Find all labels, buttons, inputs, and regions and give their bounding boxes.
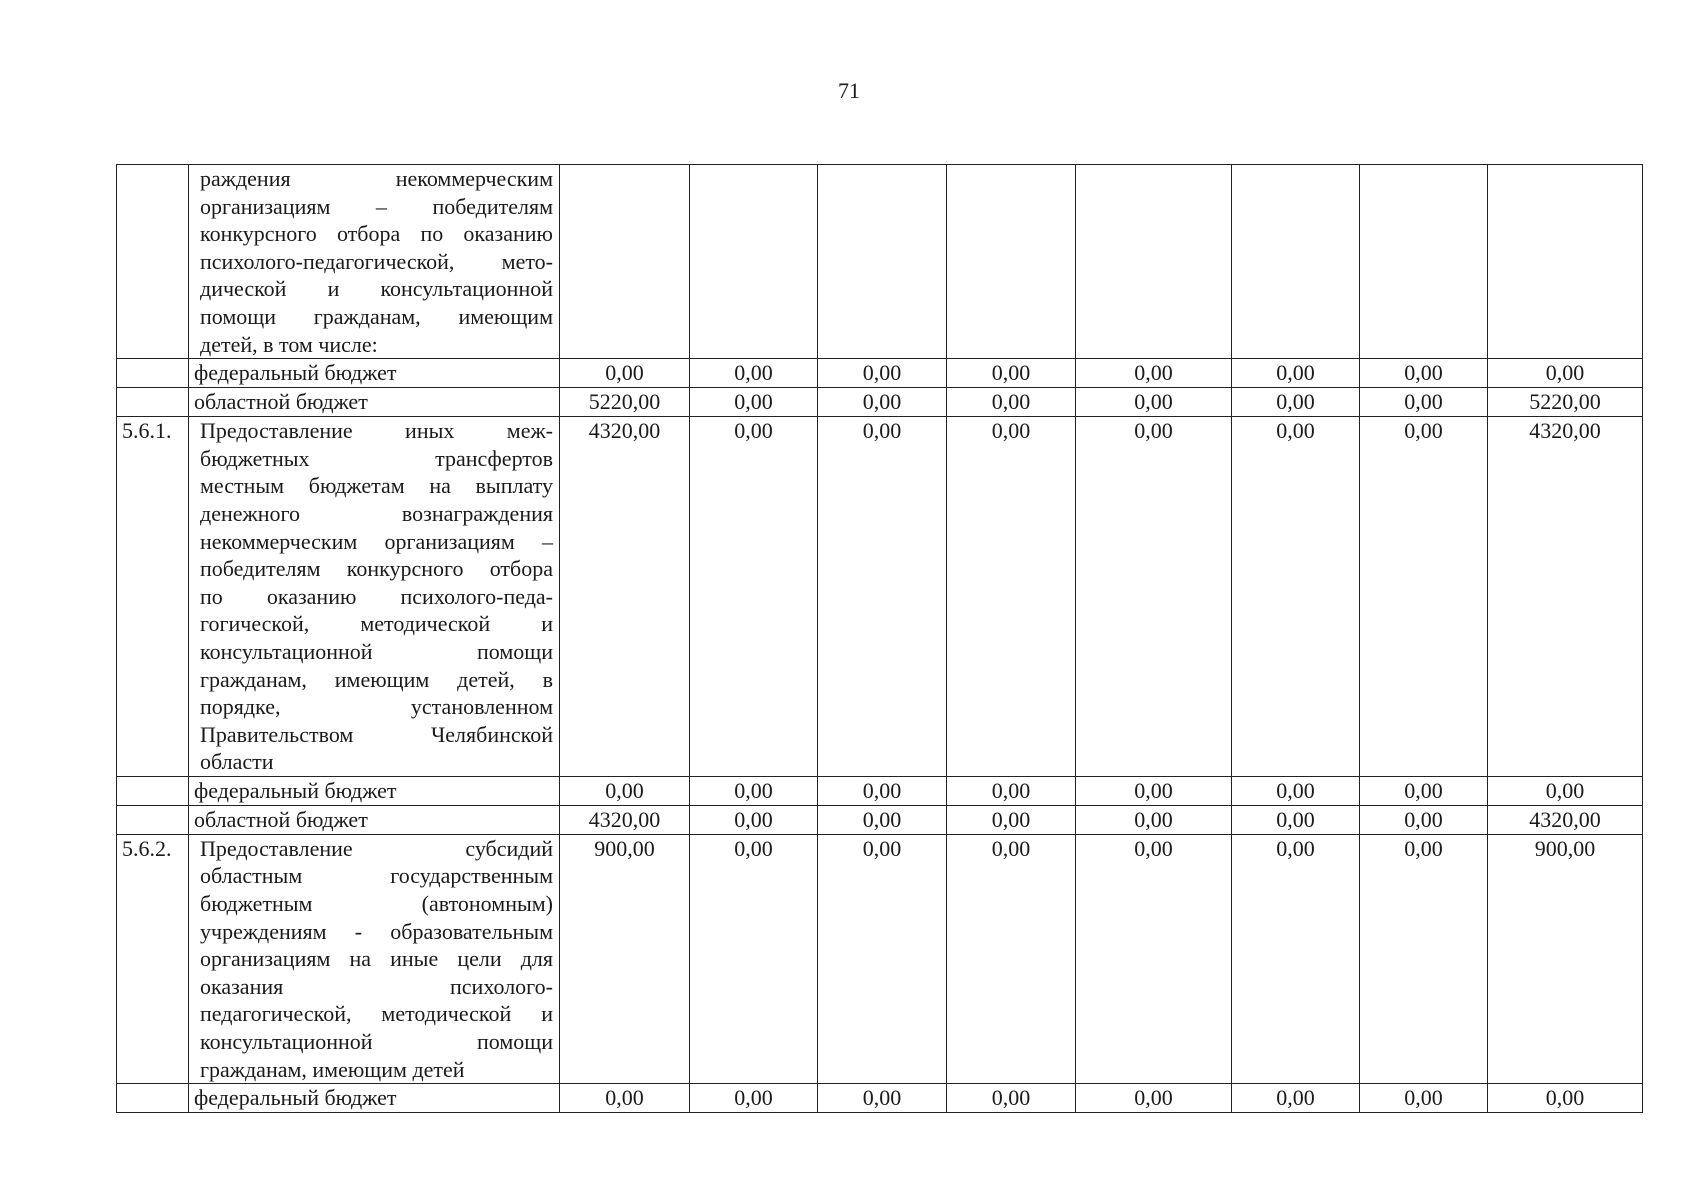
description-line: бюджетным (автономным) — [200, 891, 553, 917]
value-cell: 0,00 — [1360, 417, 1488, 777]
table-row-budget-line — [117, 359, 1643, 388]
value-cell: 0,00 — [1232, 776, 1360, 805]
value-cell: 0,00 — [947, 417, 1076, 777]
value-cell — [1488, 165, 1643, 359]
description-line: областным государственным — [200, 863, 553, 889]
table-row-item — [117, 417, 1643, 777]
description-line: гогической, методической и — [200, 611, 553, 637]
value-cell: 0,00 — [690, 388, 818, 417]
value-cell: 0,00 — [818, 805, 947, 834]
item-number-cell — [117, 388, 189, 417]
value-cell — [1232, 165, 1360, 359]
value-cell: 0,00 — [1360, 776, 1488, 805]
description-line: раждения некоммерческим — [200, 166, 553, 191]
value-cell: 900,00 — [1488, 834, 1643, 1083]
value-cell: 0,00 — [947, 776, 1076, 805]
description-line: помощи гражданам, имеющим — [200, 303, 553, 329]
value-cell: 0,00 — [1076, 834, 1232, 1083]
description-line: Правительством Челябинской — [200, 721, 553, 747]
value-cell: 0,00 — [947, 834, 1076, 1083]
value-cell: 0,00 — [1488, 359, 1643, 388]
value-cell: 0,00 — [1076, 805, 1232, 834]
value-cell — [1076, 165, 1232, 359]
description-line: консультационной помощи — [200, 638, 553, 664]
page-number: 71 — [838, 78, 860, 103]
value-cell: 0,00 — [1076, 417, 1232, 777]
description-line: конкурсного отбора по оказанию — [200, 221, 553, 247]
table-row-item — [117, 834, 1643, 1083]
item-number-cell: 5.6.2. — [117, 834, 189, 1083]
item-number-cell: 5.6.1. — [117, 417, 189, 777]
value-cell: 5220,00 — [1488, 388, 1643, 417]
value-cell: 0,00 — [1232, 388, 1360, 417]
item-description-cell — [189, 165, 560, 359]
description-line: организациям – победителям — [200, 193, 553, 219]
value-cell: 0,00 — [1076, 388, 1232, 417]
budget-source-label: федеральный бюджет — [189, 776, 560, 805]
value-cell — [947, 165, 1076, 359]
value-cell: 4320,00 — [560, 805, 690, 834]
description-line: порядке, установленном — [200, 694, 553, 720]
item-number-cell — [117, 776, 189, 805]
value-cell: 0,00 — [1360, 388, 1488, 417]
value-cell: 0,00 — [1488, 1084, 1643, 1113]
value-cell: 5220,00 — [560, 388, 690, 417]
table-row-budget-line — [117, 1084, 1643, 1113]
value-cell — [818, 165, 947, 359]
value-cell: 0,00 — [690, 359, 818, 388]
table-row-budget-line — [117, 388, 1643, 417]
value-cell: 0,00 — [560, 359, 690, 388]
value-cell: 0,00 — [818, 834, 947, 1083]
description-line: по оказанию психолого-педа- — [200, 583, 553, 609]
description-line: денежного вознаграждения — [200, 500, 553, 526]
table-body — [117, 165, 1643, 1113]
item-number-cell — [117, 1084, 189, 1113]
value-cell — [560, 165, 690, 359]
description-line: организациям на иные цели для — [200, 946, 553, 972]
value-cell: 0,00 — [1488, 776, 1643, 805]
description-line: гражданам, имеющим детей — [200, 1056, 465, 1082]
item-description-cell — [189, 417, 560, 777]
value-cell: 0,00 — [690, 834, 818, 1083]
budget-source-label: областной бюджет — [189, 388, 560, 417]
value-cell: 4320,00 — [1488, 805, 1643, 834]
description-line: дической и консультационной — [200, 276, 553, 302]
value-cell — [1360, 165, 1488, 359]
value-cell: 0,00 — [690, 417, 818, 777]
description-line: Предоставление субсидий — [200, 835, 553, 861]
value-cell — [690, 165, 818, 359]
description-line: победителям конкурсного отбора — [200, 556, 553, 582]
budget-source-label: федеральный бюджет — [189, 359, 560, 388]
value-cell: 0,00 — [1232, 359, 1360, 388]
value-cell: 0,00 — [1360, 1084, 1488, 1113]
value-cell: 0,00 — [947, 805, 1076, 834]
value-cell: 4320,00 — [1488, 417, 1643, 777]
value-cell: 0,00 — [1076, 359, 1232, 388]
budget-source-label: федеральный бюджет — [189, 1084, 560, 1113]
value-cell: 0,00 — [690, 1084, 818, 1113]
value-cell: 0,00 — [1232, 834, 1360, 1083]
value-cell: 4320,00 — [560, 417, 690, 777]
description-line: бюджетных трансфертов — [200, 445, 553, 471]
value-cell: 0,00 — [818, 359, 947, 388]
table-row-budget-line — [117, 805, 1643, 834]
value-cell: 0,00 — [818, 1084, 947, 1113]
value-cell: 0,00 — [1360, 359, 1488, 388]
value-cell: 0,00 — [1360, 805, 1488, 834]
description-line: психолого-педагогической, мето- — [200, 248, 553, 274]
value-cell: 0,00 — [690, 776, 818, 805]
description-line: учреждениям - образовательным — [200, 918, 553, 944]
item-number-cell — [117, 165, 189, 359]
description-line: консультационной помощи — [200, 1029, 553, 1055]
value-cell: 0,00 — [947, 388, 1076, 417]
value-cell: 0,00 — [560, 776, 690, 805]
value-cell: 0,00 — [690, 805, 818, 834]
table-row-item — [117, 165, 1643, 359]
description-line: гражданам, имеющим детей, в — [200, 666, 553, 692]
value-cell: 0,00 — [1360, 834, 1488, 1083]
value-cell: 0,00 — [818, 417, 947, 777]
description-line: педагогической, методической и — [200, 1001, 553, 1027]
value-cell: 0,00 — [1076, 776, 1232, 805]
value-cell: 0,00 — [1232, 805, 1360, 834]
value-cell: 0,00 — [818, 776, 947, 805]
item-number-cell — [117, 805, 189, 834]
value-cell: 0,00 — [1232, 417, 1360, 777]
value-cell: 0,00 — [1076, 1084, 1232, 1113]
value-cell: 0,00 — [560, 1084, 690, 1113]
description-line: некоммерческим организациям – — [200, 528, 553, 554]
description-line: оказания психолого- — [200, 973, 553, 999]
table-row-budget-line — [117, 776, 1643, 805]
description-line: Предоставление иных меж- — [200, 418, 553, 444]
value-cell: 900,00 — [560, 834, 690, 1083]
item-number-cell — [117, 359, 189, 388]
budget-table — [116, 164, 1643, 1113]
value-cell: 0,00 — [1232, 1084, 1360, 1113]
description-line: местным бюджетам на выплату — [200, 473, 553, 499]
description-line: области — [200, 749, 274, 775]
description-line: детей, в том числе: — [200, 331, 378, 357]
item-description-cell — [189, 834, 560, 1083]
value-cell: 0,00 — [818, 388, 947, 417]
value-cell: 0,00 — [947, 1084, 1076, 1113]
budget-source-label: областной бюджет — [189, 805, 560, 834]
value-cell: 0,00 — [947, 359, 1076, 388]
